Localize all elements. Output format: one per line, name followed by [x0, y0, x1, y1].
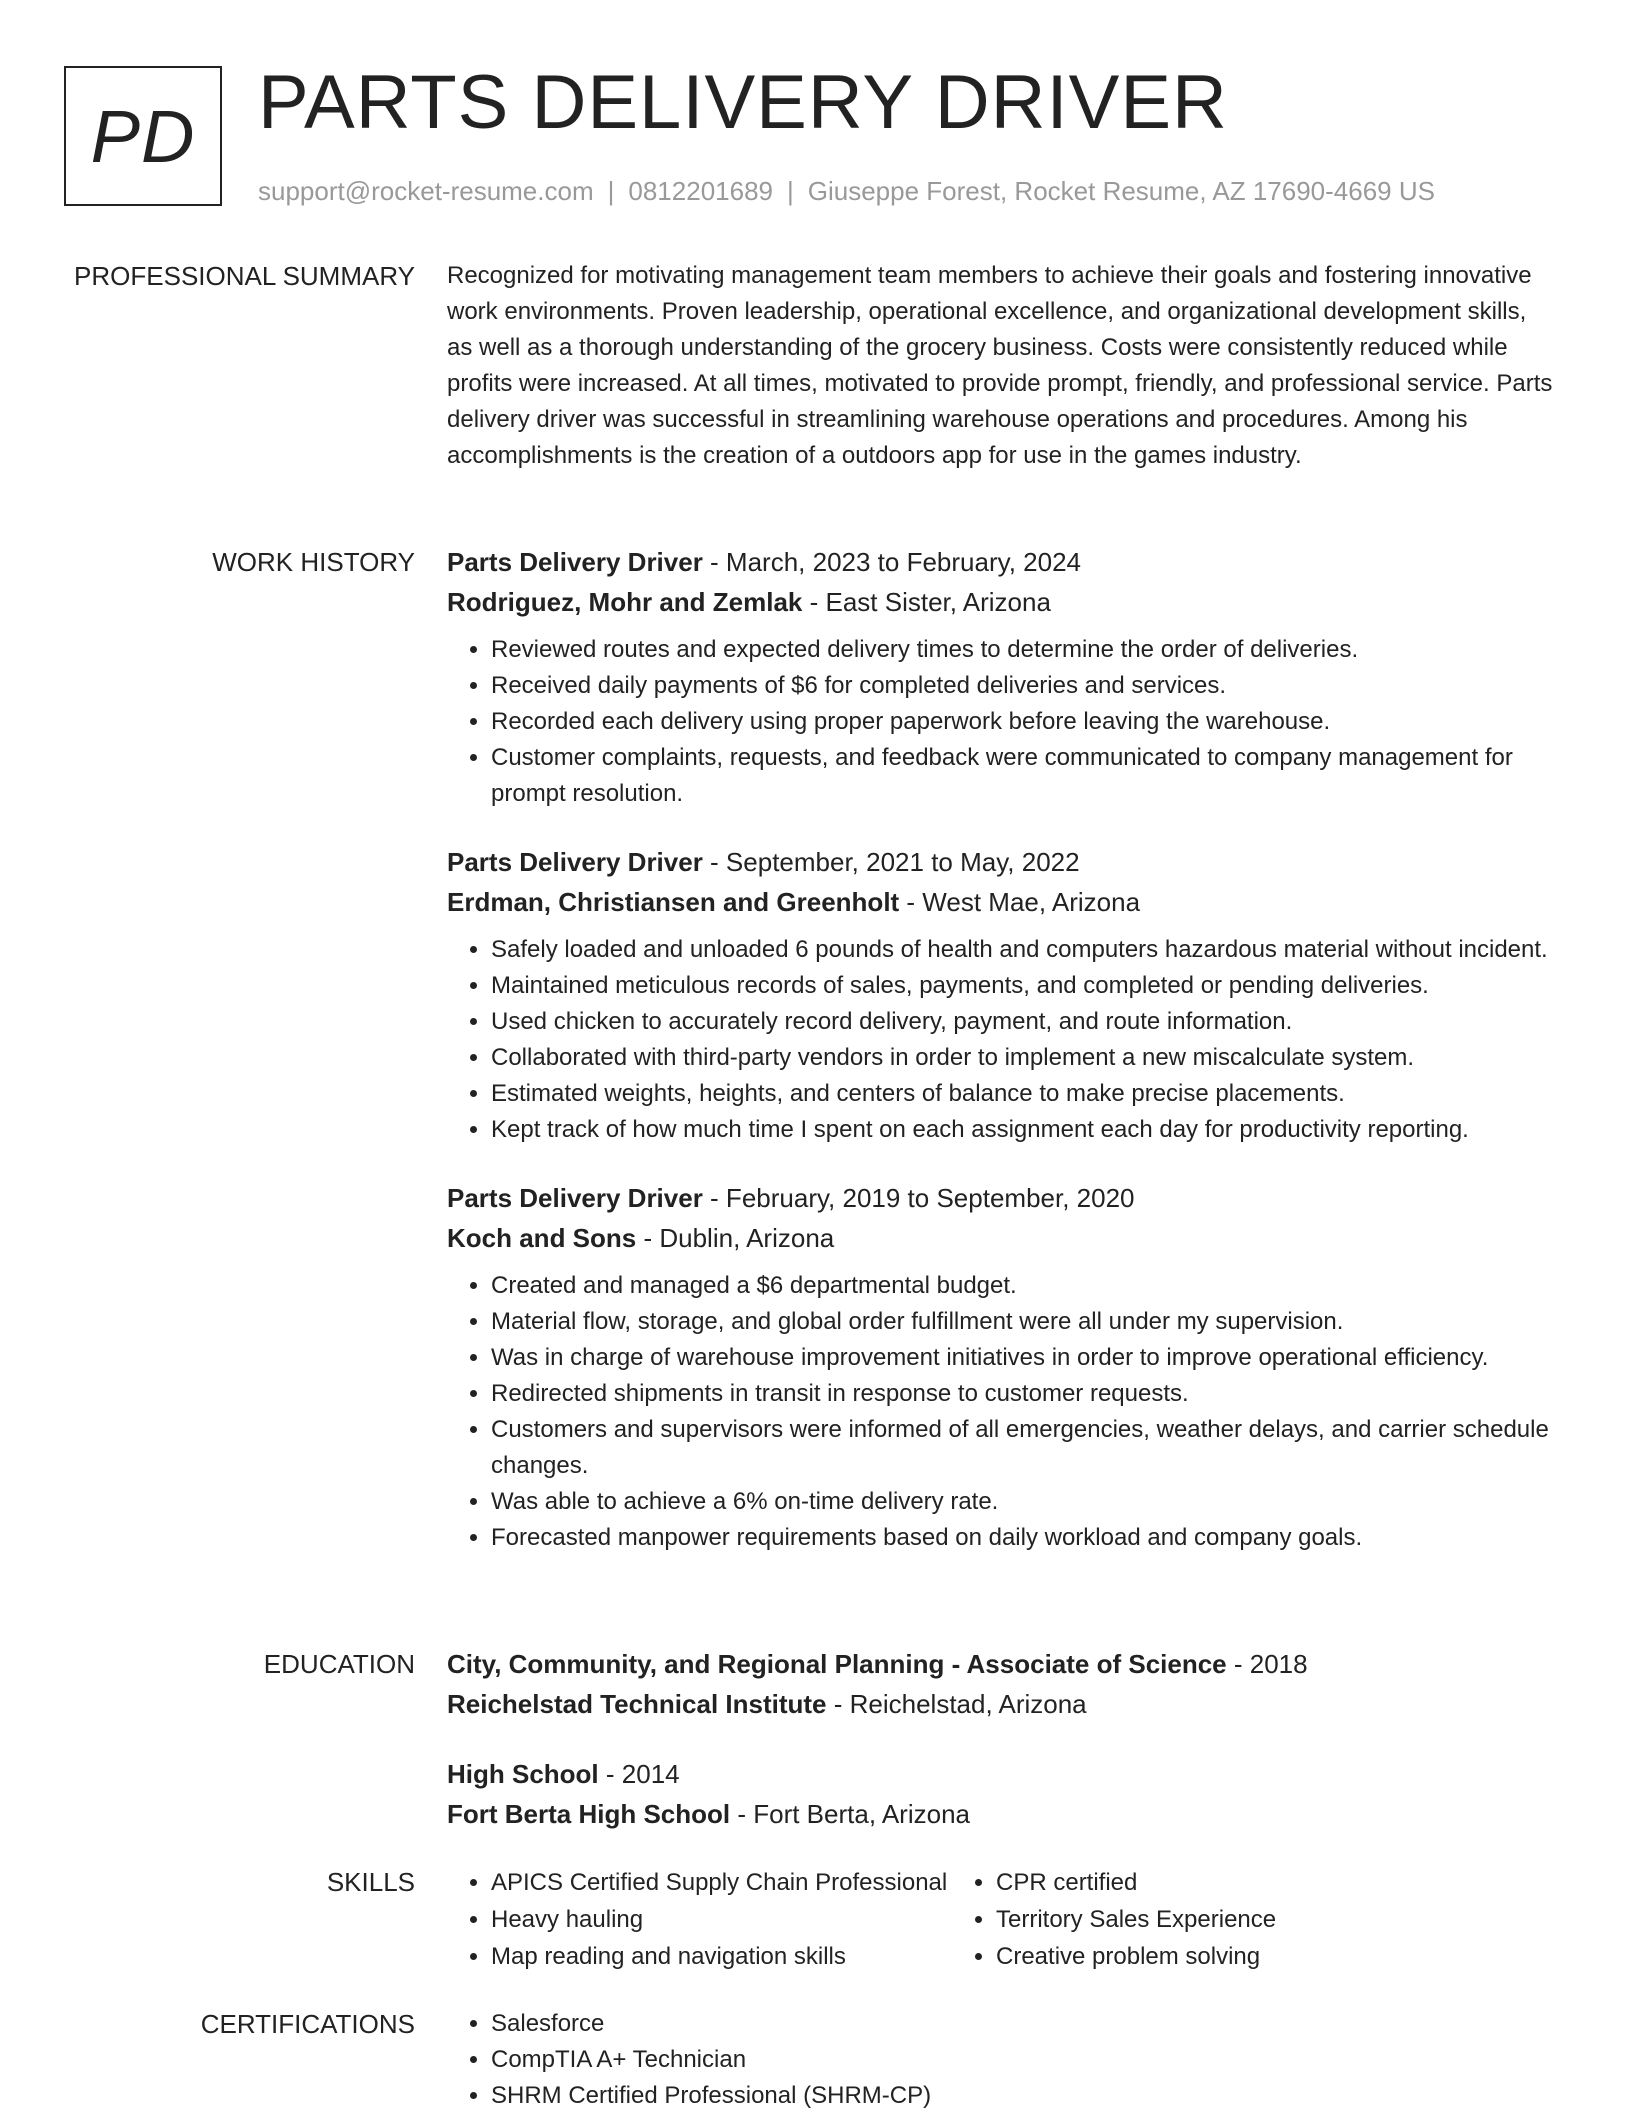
section-label-work-history: WORK HISTORY	[212, 547, 415, 577]
skill-item: • APICS Certified Supply Chain Professional	[491, 1864, 952, 1901]
section-label-education: EDUCATION	[263, 1649, 415, 1679]
job-bullet: • Reviewed routes and expected delivery times to determine the order of deliveries.	[491, 632, 1557, 668]
job-title-line	[447, 1178, 1557, 1218]
job-bullet: • Received daily payments of $6 for completed deliveries and services.	[491, 668, 1557, 704]
job-bullets	[447, 1268, 1557, 1556]
contact-line	[258, 174, 1435, 208]
skills-column-1	[447, 1864, 952, 1975]
monogram-text: PD	[90, 94, 196, 178]
education-entry	[447, 1644, 1557, 1724]
skills-body	[447, 1864, 1557, 1975]
education-school-line	[447, 1794, 1557, 1834]
job-bullets	[447, 932, 1557, 1148]
job-bullet: • Created and managed a $6 departmental budget.	[491, 1268, 1557, 1304]
certification-item: • Salesforce	[491, 2006, 1447, 2042]
education-entry	[447, 1754, 1557, 1834]
contact-email[interactable]: support@rocket-resume.com	[258, 176, 594, 206]
monogram-logo	[64, 66, 222, 206]
job-bullet: • Customer complaints, requests, and feedback were communicated to company management for prompt resolution.	[491, 740, 1557, 812]
job-bullet: • Used chicken to accurately record delivery, payment, and route information.	[491, 1004, 1557, 1040]
certifications-list-wrap	[447, 2006, 1557, 2114]
education-degree-line	[447, 1644, 1557, 1684]
education-school-line	[447, 1684, 1557, 1724]
job-dates: - March, 2023 to February, 2024	[702, 547, 1081, 577]
skills-column-2	[952, 1864, 1276, 1975]
job-entry	[447, 1178, 1557, 1556]
job-dates: - September, 2021 to May, 2022	[702, 847, 1080, 877]
job-bullet: • Maintained meticulous records of sales, payments, and completed or pending deliveries.	[491, 968, 1557, 1004]
section-label-summary: PROFESSIONAL SUMMARY	[74, 261, 415, 291]
job-dates: - February, 2019 to September, 2020	[702, 1183, 1135, 1213]
job-company-line	[447, 882, 1557, 922]
education-year: - 2014	[598, 1759, 680, 1789]
job-location: - East Sister, Arizona	[802, 587, 1051, 617]
job-bullet: • Recorded each delivery using proper paperwork before leaving the warehouse.	[491, 704, 1557, 740]
contact-phone[interactable]: 0812201689	[628, 176, 773, 206]
contact-separator: |	[787, 176, 794, 206]
job-bullet: • Was able to achieve a 6% on-time delivery rate.	[491, 1484, 1557, 1520]
certifications-list	[447, 2006, 1447, 2114]
education-degree: High School	[447, 1759, 599, 1789]
skill-item: • Territory Sales Experience	[996, 1901, 1276, 1938]
job-bullet: • Forecasted manpower requirements based on daily workload and company goals.	[491, 1520, 1557, 1556]
education-degree-line	[447, 1754, 1557, 1794]
section-label-certifications: CERTIFICATIONS	[200, 2009, 415, 2039]
job-bullets	[447, 632, 1557, 812]
job-bullet: • Was in charge of warehouse improvement initiatives in order to improve operational efficiency.	[491, 1340, 1557, 1376]
job-bullet: • Kept track of how much time I spent on each assignment each day for productivity reporting.	[491, 1112, 1557, 1148]
education-school: Reichelstad Technical Institute	[447, 1689, 827, 1719]
resume-title: PARTS DELIVERY DRIVER	[258, 60, 1228, 145]
job-company-line	[447, 582, 1557, 622]
job-company: Koch and Sons	[447, 1223, 637, 1253]
job-entry	[447, 842, 1557, 1148]
job-bullet: • Material flow, storage, and global order fulfillment were all under my supervision.	[491, 1304, 1557, 1340]
work-history-body	[447, 542, 1557, 1586]
job-bullet: • Redirected shipments in transit in response to customer requests.	[491, 1376, 1557, 1412]
job-bullet: • Safely loaded and unloaded 6 pounds of health and computers hazardous material without incident.	[491, 932, 1557, 968]
contact-separator: |	[607, 176, 615, 206]
education-year: - 2018	[1226, 1649, 1308, 1679]
job-title-line	[447, 542, 1557, 582]
contact-address: Giuseppe Forest, Rocket Resume, AZ 17690-4669 US	[807, 176, 1435, 206]
education-body	[447, 1644, 1557, 1834]
skill-item: • Map reading and navigation skills	[491, 1938, 952, 1975]
job-title: Parts Delivery Driver	[447, 547, 703, 577]
job-entry	[447, 542, 1557, 812]
certification-item: • CompTIA A+ Technician	[491, 2042, 1447, 2078]
skill-item: • Creative problem solving	[996, 1938, 1276, 1975]
job-location: - West Mae, Arizona	[899, 887, 1141, 917]
skill-item: • CPR certified	[996, 1864, 1276, 1901]
job-title-line	[447, 842, 1557, 882]
summary-text: Recognized for motivating management team members to achieve their goals and fostering innovative work environments. Proven leadership, operational excellence, and organizational development skills, as well as a thorough understanding of the grocery business. Costs were consistently reduced while profits were increased. At all times, motivated to provide prompt, friendly, and professional service. Parts delivery driver was successful in streamlining warehouse operations and procedures. Among his accomplishments is the creation of a outdoors app for use in the games industry.	[447, 262, 1553, 469]
skills-grid	[447, 1864, 1557, 1975]
job-bullet: • Collaborated with third-party vendors in order to implement a new miscalculate system.	[491, 1040, 1557, 1076]
certifications-body	[447, 2006, 1557, 2114]
section-label-skills: SKILLS	[326, 1867, 415, 1897]
job-company: Erdman, Christiansen and Greenholt	[447, 887, 900, 917]
job-company: Rodriguez, Mohr and Zemlak	[447, 587, 803, 617]
education-school: Fort Berta High School	[447, 1799, 731, 1829]
education-location: - Reichelstad, Arizona	[826, 1689, 1087, 1719]
job-title: Parts Delivery Driver	[447, 847, 703, 877]
job-title: Parts Delivery Driver	[447, 1183, 703, 1213]
certification-item: • SHRM Certified Professional (SHRM-CP)	[491, 2078, 1447, 2114]
job-bullet: • Customers and supervisors were informed of all emergencies, weather delays, and carrier schedule changes.	[491, 1412, 1557, 1484]
skill-item: • Heavy hauling	[491, 1901, 952, 1938]
education-degree: City, Community, and Regional Planning - Associate of Science	[447, 1649, 1227, 1679]
job-bullet: • Estimated weights, heights, and centers of balance to make precise placements.	[491, 1076, 1557, 1112]
education-location: - Fort Berta, Arizona	[730, 1799, 970, 1829]
job-location: - Dublin, Arizona	[636, 1223, 835, 1253]
job-company-line	[447, 1218, 1557, 1258]
